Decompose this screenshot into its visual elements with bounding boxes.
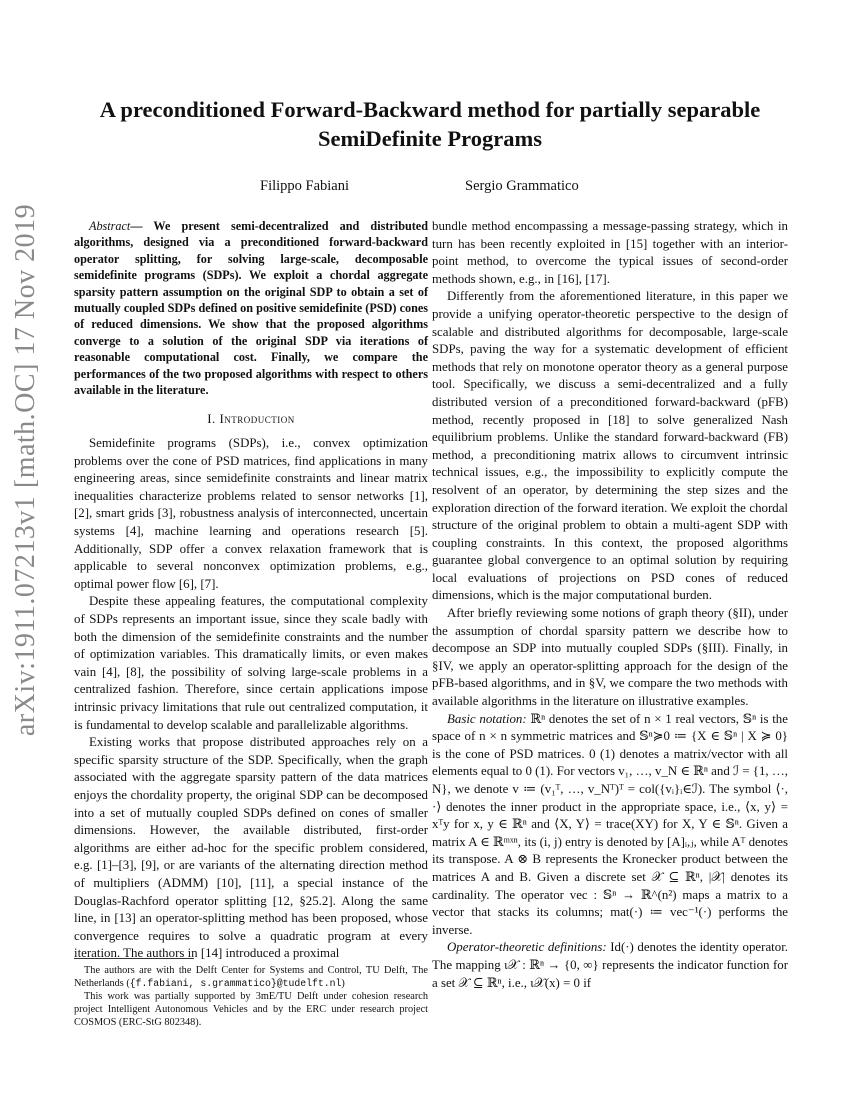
right-paragraph-3: After briefly reviewing some notions of graph theory (§II), under the assumption of chordal sparsity pattern we describe how to decompose an SDP into mutually coupled SDPs (§III). Finally, in §IV, we apply an operator-splitting approach for the design of the pFB-based algorithms, and in §V, we compare the two methods with available algorithms in the literature on illustrative examples. (432, 606, 788, 709)
left-column (74, 218, 428, 963)
operator-definitions-label: Operator-theoretic definitions: (447, 940, 607, 955)
right-paragraph-1: bundle method encompassing a message-passing strategy, which in turn has been recently exploited in [15] together with an interior-point method, to overcome the typical issues of second-order methods shown, e.g., in [16], [17]. (432, 219, 788, 286)
basic-notation-text: ℝⁿ denotes the set of n × 1 real vectors, 𝕊ⁿ is the space of n × n symmetric matrices and 𝕊ⁿ≽0 ≔ {X ∈ 𝕊ⁿ | X ≽ 0} is the cone of PSD matrices. 0 (1) denotes a matrix/vector with all elements equal to 0 (1). For vectors v₁, …, v_N ∈ ℝⁿ and ℐ = {1, …, N}, we denote v ≔ (v₁ᵀ, …, v_Nᵀ)ᵀ = col({vᵢ}ᵢ∈ℐ). The symbol ⟨·, ·⟩ denotes the inner product in the appropriate space, i.e., ⟨x, y⟩ = xᵀy for x, y ∈ ℝⁿ and ⟨X, Y⟩ = trace(XY) for X, Y ∈ 𝕊ⁿ. Given a matrix A ∈ ℝᵐˣⁿ, its (i, j) entry is denoted by [A]ᵢ,ⱼ, while Aᵀ denotes its transpose. A ⊗ B represents the Kronecker product between the matrices A and B. Given a discrete set 𝒳 ⊆ ℝⁿ, |𝒳| denotes its cardinality. The operator vec : 𝕊ⁿ → ℝ^(n²) maps a matrix to a vector that stacks its columns; mat(·) ≔ vec⁻¹(·) performs the inverse. (432, 711, 788, 937)
title-line-1: A preconditioned Forward-Backward method for partially separable (99, 97, 761, 122)
basic-notation-paragraph (432, 711, 788, 940)
section-heading-introduction (74, 411, 428, 429)
operator-definitions-paragraph (432, 939, 788, 992)
footnote-emails: {f.fabiani, s.grammatico}@tudelft.nl (129, 978, 342, 989)
operator-definitions-text: Id(·) denotes the identity operator. The mapping ι𝒳 : ℝⁿ → {0, ∞} represents the indicator function for a set 𝒳 ⊆ ℝⁿ, i.e., ι𝒳(x) = 0 if (432, 940, 788, 990)
intro-paragraph-2: Despite these appealing features, the computational complexity of SDPs represents an important issue, since they scale badly with both the dimension of the semidefinite constraints and the number of optimization variables. This dramatically limits, or even makes vain [4], [8], the possibility of solving large-scale problems in a centralized fashion. Therefore, since certain applications impose intrinsic privacy limitations that rule out centralized computation, it is fundamental to develop scalable and parallelizable algorithms. (74, 594, 428, 732)
abstract-text: — We present semi-decentralized and distributed algorithms, designed via a preconditioned forward-backward operator splitting, for solving large-scale, decomposable semidefinite programs (SDPs). We exploit a chordal aggregate sparsity pattern assumption on the original SDP to obtain a set of mutually coupled SDPs defined on positive semidefinite (PSD) cones of reduced dimensions. We show that the proposed algorithms converge to a solution of the original SDP via iterations of reasonable computational cost. Finally, we compare the performances of the two proposed algorithms with respect to others available in the literature. (74, 219, 428, 398)
author-1: Filippo Fabiani (260, 178, 350, 194)
arxiv-sidebar (4, 203, 48, 737)
footnote-divider (74, 958, 194, 959)
arxiv-identifier: arXiv:1911.07213v1 [math.OC] 17 Nov 2019 (10, 203, 41, 737)
abstract (74, 218, 428, 398)
title-line-2: SemiDefinite Programs (318, 126, 542, 151)
author-2: Sergio Grammatico (465, 178, 579, 194)
basic-notation-label: Basic notation: (447, 711, 527, 726)
abstract-label: Abstract (89, 219, 131, 233)
section-title: Introduction (219, 412, 295, 427)
footnote-funding: This work was partially supported by 3mE/TU Delft under cohesion research project Intelligent Autonomous Vehicles and by the ERC under research project COSMOS (ERC-StG 802348). (74, 991, 428, 1028)
right-column (432, 218, 788, 992)
intro-paragraph-3: Existing works that propose distributed approaches rely on a specific sparsity structure of the SDP. Specifically, when the graph associated with the aggregate sparsity pattern of the data matrices enjoys the chordality property, the original SDP can be decomposed into a set of mutually coupled SDPs defined on cones of smaller dimensions. However, the available distributed, first-order algorithms are either ad-hoc for the specific problem considered, e.g. [1]–[3], [9], or are variants of the alternating direction method of multipliers (ADMM) [10], [11], a special instance of the Douglas-Rachford operator splitting [12, §25.2]. Along the same line, in [13] an operator-splitting method has been proposed, whose convergence requires to solve a quadratic program at every iteration. The authors in [14] introduced a proximal (74, 735, 428, 961)
paper-title (60, 95, 800, 153)
footnote: The authors are with the Delft Center for Systems and Control, TU Delft, The Netherlands ({f.fabiani, s.grammatico}@tudelft.nl) This work was partially supported by 3mE/TU Delft under cohesion research project Intelligent Autonomous Vehicles and by the ERC under research project COSMOS (ERC-StG 802348). (74, 965, 428, 1028)
right-paragraph-2: Differently from the aforementioned literature, in this paper we provide a unifying operator-theoretic perspective to the design of scalable and distributed algorithms for decomposable, large-scale SDPs, paving the way for a systematic development of efficient methods that rely on monotone operator theory as a general purpose tool. Specifically, we discuss a semi-decentralized and a fully distributed version of a preconditioned forward-backward (pFB) method, recently proposed in [18] to solve generalized Nash equilibrium problems. Unlike the standard forward-backward (FB) method, a preconditioning matrix allows to circumvent intrinsic technical issues, e.g., the impossibility to explicitly compute the resolvent of an operator, by determining the step sizes and the exploration direction of the forward iteration. We exploit the chordal structure of the original problem to obtain a multi-agent SDP with coupling constraints. In this context, the proposed algorithms guarantee global convergence to an optimal solution by requiring local evaluations of projections on PSD cones of reduced dimensions, which is the major computational burden. (432, 289, 788, 603)
section-number: I. (207, 412, 216, 427)
intro-paragraph-1: Semidefinite programs (SDPs), i.e., convex optimization problems over the cone of PSD matrices, find applications in many engineering areas, since semidefinite constraints and linear matrix inequalities characterize problems related to sensor networks [1], [2], smart grids [3], robustness analysis of interconnected, uncertain systems [4], machine learning and operations research [5]. Additionally, SDP offer a convex relaxation framework that is applicable to several nonconvex optimization problems, e.g., optimal power flow [6], [7]. (74, 436, 428, 591)
footnote-affiliation: The authors are with the Delft Center for Systems and Control, TU Delft, The Netherlands ( (74, 965, 428, 989)
